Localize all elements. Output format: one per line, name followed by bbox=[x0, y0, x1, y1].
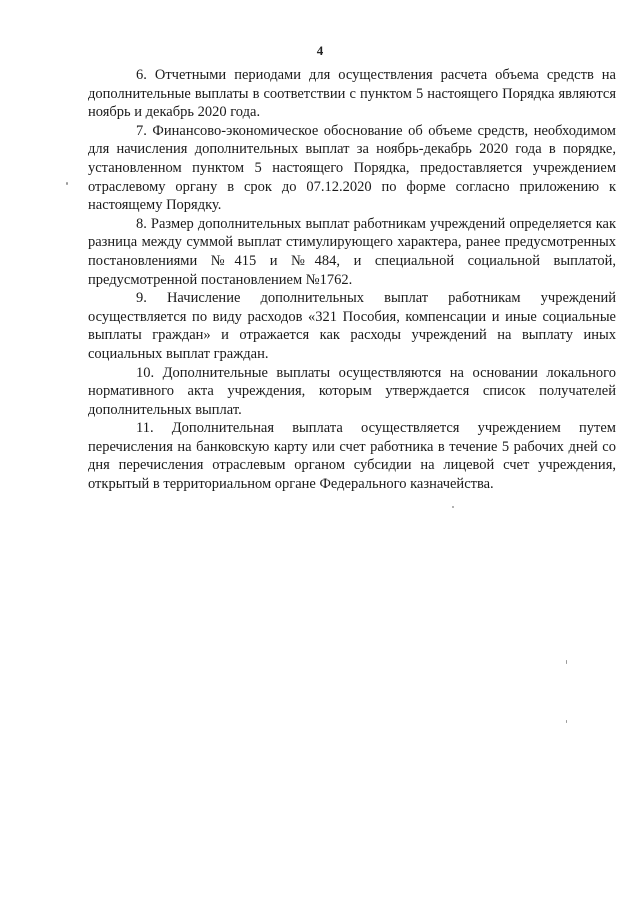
document-body bbox=[88, 66, 616, 494]
page-number: 4 bbox=[316, 43, 324, 58]
paragraph-11: 11. Дополнительная выплата осуществляется учреждением путем перечисления на банковскую карту или счет работника в течение 5 рабочих дней со дня перечисления отраслевым органом субсидии на лицевой счет учреждения, открытый в территориальном органе Федерального казначейства. bbox=[88, 420, 616, 493]
paragraph-10: 10. Дополнительные выплаты осуществляются на основании локального нормативного акта учреждения, которым утверждается список получателей дополнительных выплат. bbox=[88, 364, 616, 418]
paragraph-7: 7. Финансово-экономическое обоснование об объеме средств, необходимом для начисления дополнительных выплат за ноябрь-декабрь 2020 года в порядке, установленном пунктом 5 настоящего Порядка, предоставляется учреждением отраслевому органу в срок до 07.12.2020 по форме согласно приложению к настоящему Порядку. bbox=[88, 122, 616, 214]
paragraph-8: 8. Размер дополнительных выплат работникам учреждений определяется как разница между суммой выплат стимулирующего характера, ранее предусмотренных постановлениями №415 и №484, и специальной социальной выплатой, предусмотренной постановлением №1762. bbox=[88, 215, 616, 288]
paragraph-6: 6. Отчетными периодами для осуществления расчета объема средств на дополнительные выплаты в соответствии с пунктом 5 настоящего Порядка являются ноябрь и декабрь 2020 года. bbox=[88, 67, 616, 121]
paragraph-9: 9. Начисление дополнительных выплат работникам учреждений осуществляется по виду расходов «321 Пособия, компенсации и иные социальные выплаты граждан» и отражается как расходы учреждений на выплату иных социальных выплат граждан. bbox=[88, 290, 616, 362]
scan-speck bbox=[66, 182, 68, 185]
scan-speck bbox=[452, 506, 454, 508]
scan-speck bbox=[566, 720, 567, 723]
scan-speck bbox=[566, 660, 567, 664]
